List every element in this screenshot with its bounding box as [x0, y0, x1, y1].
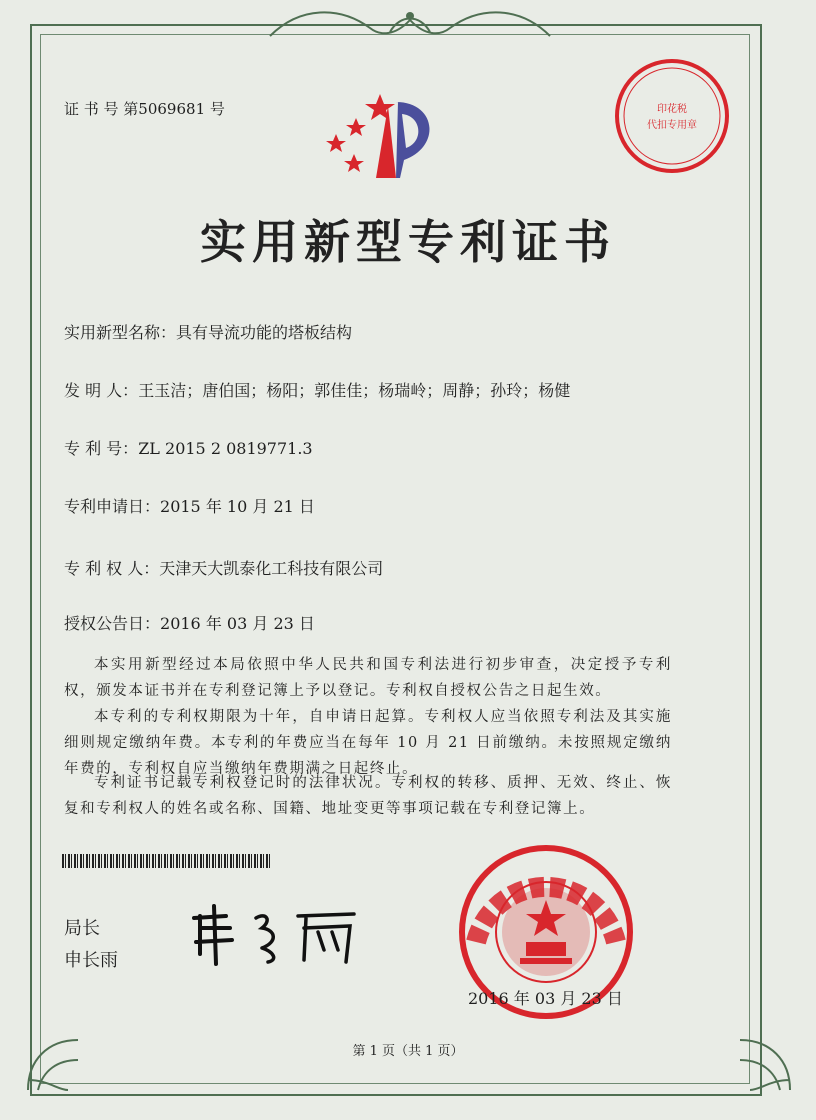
top-ornament-icon: [260, 6, 560, 42]
inventors-field: [64, 378, 570, 401]
director-name: 申长雨: [64, 950, 118, 971]
utility-model-name-field: [64, 320, 352, 343]
application-date-label: 专利申请日：: [64, 497, 161, 516]
application-date-field: [64, 494, 315, 517]
certificate-title: 实用新型专利证书: [200, 215, 616, 269]
patentee-label: 专 利 权 人：: [64, 559, 160, 578]
announcement-date-label: 授权公告日：: [64, 614, 161, 633]
barcode: [62, 854, 270, 868]
certificate-number: 证 书 号 第5069681 号: [64, 100, 225, 118]
patentee-value: 天津天大凯泰化工科技有限公司: [159, 559, 384, 578]
patent-number-field: [64, 436, 313, 459]
svg-text:代扣专用章: 代扣专用章: [647, 120, 697, 131]
corner-ornament-icon: [18, 1020, 98, 1100]
inventors-value: 王玉洁；唐伯国；杨阳；郭佳佳；杨瑞岭；周静；孙玲；杨健: [138, 381, 571, 400]
patent-number-value: ZL 2015 2 0819771.3: [138, 439, 313, 458]
stamp-duty-seal-icon: [612, 56, 732, 176]
director-title: 局长: [64, 918, 100, 939]
grant-date: 2016 年 03 月 23 日: [468, 989, 623, 1008]
patent-office-emblem-icon: [318, 86, 448, 186]
announcement-date-field: [64, 611, 315, 634]
announcement-date-value: 2016 年 03 月 23 日: [160, 614, 315, 633]
utility-model-name-label: 实用新型名称：: [64, 323, 177, 342]
utility-model-name-value: 具有导流功能的塔板结构: [176, 323, 353, 342]
legal-paragraph: 专利证书记载专利权登记时的法律状况。专利权的转移、质押、无效、终止、恢复和专利权人的姓名或名称、国籍、地址变更等事项记载在专利登记簿上。: [64, 775, 672, 817]
patent-number-label: 专 利 号：: [64, 439, 139, 458]
svg-text:印花税: 印花税: [657, 104, 687, 115]
legal-paragraph: 本专利的专利权期限为十年，自申请日起算。专利权人应当依照专利法及其实施细则规定缴纳年费。本专利的年费应当在每年 10 月 21 日前缴纳。未按照规定缴纳年费的，专利权自应当缴纳年费期满之日起终止。: [64, 709, 672, 777]
director-signature: [186, 898, 366, 968]
page-number: 第 1 页（共 1 页）: [352, 1044, 464, 1059]
patentee-field: [64, 556, 383, 579]
legal-paragraph: 本实用新型经过本局依照中华人民共和国专利法进行初步审查，决定授予专利权，颁发本证书并在专利登记簿上予以登记。专利权自授权公告之日起生效。: [64, 657, 672, 699]
corner-ornament-icon: [720, 1020, 800, 1100]
inventors-label: 发 明 人：: [64, 381, 139, 400]
application-date-value: 2015 年 10 月 21 日: [160, 497, 315, 516]
